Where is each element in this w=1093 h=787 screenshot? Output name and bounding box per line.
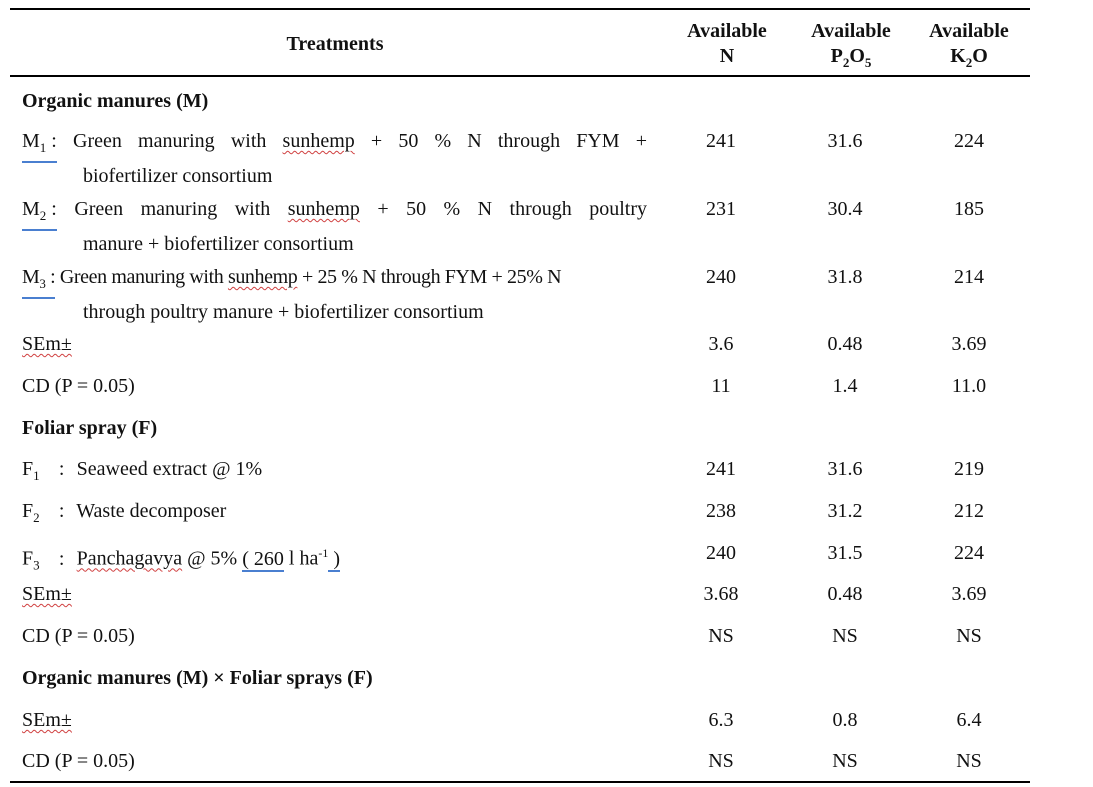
- cell-k2o: 3.69: [951, 333, 987, 355]
- cell-n: 241: [706, 458, 736, 480]
- header-treatments: Treatments: [286, 33, 384, 55]
- cell-n: 240: [706, 266, 736, 288]
- cell-p2o5: 31.8: [827, 266, 863, 288]
- cell-n: 238: [706, 500, 736, 522]
- cell-k2o: 224: [954, 130, 984, 152]
- cell-n: 6.3: [708, 709, 734, 731]
- cell-k2o: 6.4: [956, 709, 982, 731]
- cell-p2o5: 1.4: [832, 375, 858, 397]
- cell-k2o: 219: [954, 458, 984, 480]
- cell-n: 231: [706, 198, 736, 220]
- cell-n: NS: [708, 750, 734, 772]
- cell-n: 240: [706, 542, 736, 564]
- cell-p2o5: 0.48: [827, 583, 863, 605]
- header-available-n: Available N: [687, 20, 767, 67]
- header-available-p2o5: Available $P_2O_5$: [811, 20, 891, 70]
- cell-p2o5: NS: [832, 750, 858, 772]
- cell-p2o5: 30.4: [827, 198, 863, 220]
- header-rule: [10, 75, 1030, 77]
- cell-n: 11: [711, 375, 731, 397]
- cell-k2o: NS: [956, 750, 982, 772]
- bottom-rule: [10, 781, 1030, 783]
- cell-p2o5: 31.6: [827, 130, 863, 152]
- cell-k2o: 212: [954, 500, 984, 522]
- cell-p2o5: 0.8: [832, 709, 858, 731]
- cell-p2o5: 31.5: [827, 542, 863, 564]
- cell-k2o: 214: [954, 266, 984, 288]
- cell-p2o5: 31.2: [827, 500, 863, 522]
- cell-p2o5: NS: [832, 625, 858, 647]
- cell-p2o5: 0.48: [827, 333, 863, 355]
- cell-k2o: 3.69: [951, 583, 987, 605]
- cell-k2o: 185: [954, 198, 984, 220]
- top-rule: [10, 8, 1030, 10]
- cell-n: 241: [706, 130, 736, 152]
- cell-n: 3.68: [703, 583, 739, 605]
- cell-k2o: 224: [954, 542, 984, 564]
- cell-n: 3.6: [708, 333, 734, 355]
- cell-n: NS: [708, 625, 734, 647]
- cell-p2o5: 31.6: [827, 458, 863, 480]
- header-available-k2o: Available $K_2O$: [929, 20, 1009, 70]
- cell-k2o: NS: [956, 625, 982, 647]
- cell-k2o: 11.0: [951, 375, 987, 397]
